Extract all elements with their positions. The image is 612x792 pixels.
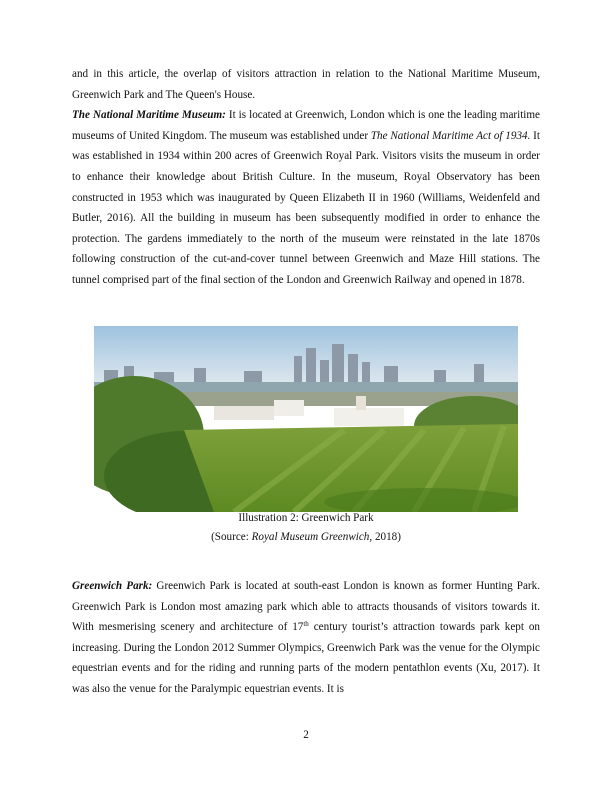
greenwich-park-photo [94, 326, 518, 512]
page-number: 2 [303, 729, 309, 741]
act-reference: The National Maritime Act of 1934. [370, 129, 531, 142]
paragraph-maritime-museum: The National Maritime Museum: It is located at Greenwich, London which is one the leading maritime museums of United Kingdom. The museum was established under The National Maritime Act of 1934. It was established in 1934 within 200 acres of Greenwich Royal Park. Visitors visits the museum in order to enhance their knowledge about British Culture. In the museum, Royal Observatory has been constructed in 1953 which was inaugurated by Queen Elizabeth II in 1960 (Williams, Weidenfeld and Butler, 2016). All the building in museum has been subsequently modified in order to enhance the protection. The gardens immediately to the north of the museum were reinstated in the late 1870s following construction of the cut-and-cover tunnel between Greenwich and Maze Hill stations. The tunnel comprised part of the final section of the London and Greenwich Railway and opened in 1878. [72, 109, 540, 286]
paragraph-greenwich-park: Greenwich Park: Greenwich Park is located at south-east London is known as former Hunting Park. Greenwich Park is London most amazing park which able to attracts thousands of visitors towards it. With mesmerising scenery and architecture of 17th century tourist’s attraction towards park kept on increasing. During the London 2012 Summer Olympics, Greenwich Park was the venue for the Olympic equestrian events and for the riding and running parts of the modern pentathlon events (Xu, 2017). It was also the venue for the Paralympic equestrian events. It is [72, 580, 540, 695]
paragraph-intro-continuation: and in this article, the overlap of visitors attraction in relation to the National Maritime Museum, Greenwich Park and The Queen's House. [72, 68, 540, 101]
section-heading-maritime-museum: The National Maritime Museum: [72, 109, 226, 122]
document-body [72, 64, 540, 291]
section-heading-greenwich-park: Greenwich Park: [72, 580, 153, 592]
document-body-lower [72, 576, 540, 700]
figure-caption: Illustration 2: Greenwich Park [238, 512, 374, 524]
figure-source: (Source: Royal Museum Greenwich, 2018) [211, 531, 401, 543]
